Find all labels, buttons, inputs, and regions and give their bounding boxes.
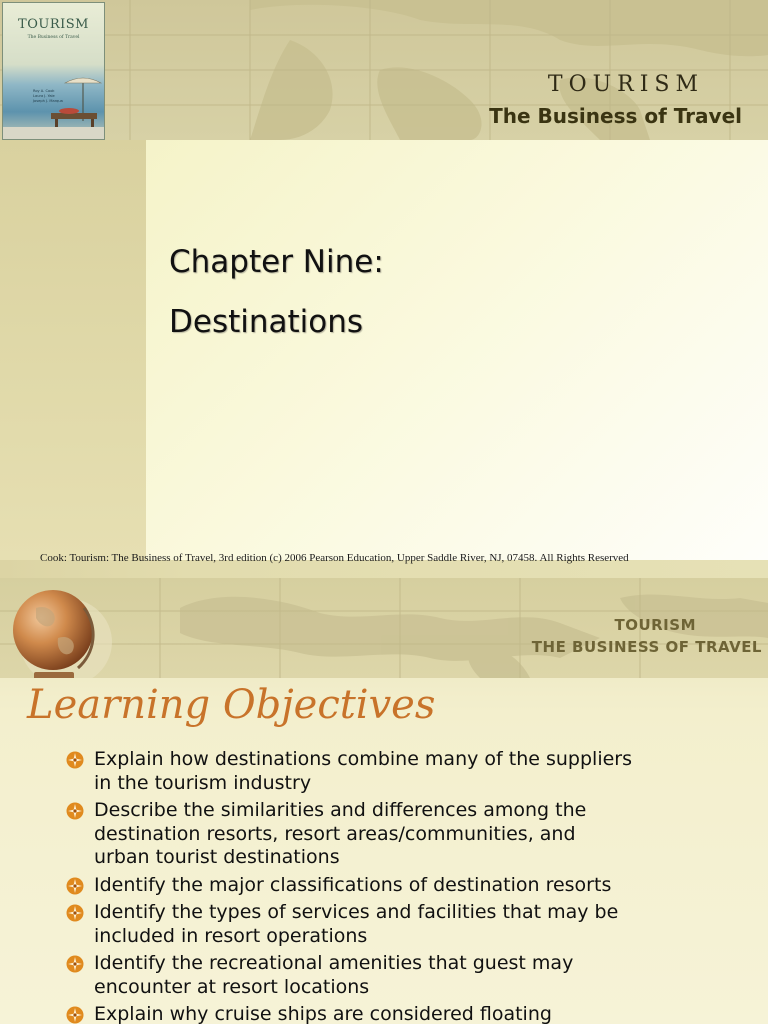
objectives-list [66, 748, 736, 1024]
content-panel [146, 140, 768, 560]
beach-chair-illustration [3, 71, 104, 140]
copyright-footer: Cook: Tourism: The Business of Travel, 3rd edition (c) 2006 Pearson Education, Upper Saddle River, NJ, 07458. All Rights Reserved [40, 552, 629, 564]
book-cover-authors: Roy A. Cook Laura J. Yale Joseph J. Marqua [33, 89, 63, 103]
list-item: Identify the recreational amenities that guest may encounter at resort locations [66, 952, 736, 999]
brand-subtitle: The Business of Travel [489, 104, 742, 128]
compass-bullet-icon [66, 904, 84, 922]
book-cover-title: TOURISM [18, 17, 89, 32]
book-cover [2, 2, 105, 140]
compass-bullet-icon [66, 751, 84, 769]
compass-bullet-icon [66, 955, 84, 973]
list-item: Explain how destinations combine many of the suppliers in the tourism industry [66, 748, 736, 795]
compass-bullet-icon [66, 802, 84, 820]
brand-title: TOURISM [547, 72, 704, 97]
slide-title-heading: Learning Objectives [27, 682, 436, 728]
list-item: Identify the major classifications of destination resorts [66, 874, 736, 898]
compass-bullet-icon [66, 1006, 84, 1024]
chapter-heading: Chapter Nine: [169, 244, 384, 280]
list-item: Explain why cruise ships are considered floating [66, 1003, 736, 1024]
slide-learning-objectives [0, 578, 768, 1024]
chapter-title: Destinations [169, 304, 364, 340]
left-decorative-band [0, 140, 146, 560]
book-cover-subtitle: The Business of Travel [27, 35, 80, 40]
banner-brand-subtitle: THE BUSINESS OF TRAVEL [531, 638, 762, 656]
slide-header [0, 0, 768, 141]
banner-brand-title: TOURISM [614, 616, 696, 634]
compass-bullet-icon [66, 877, 84, 895]
list-item: Describe the similarities and differences among the destination resorts, resort areas/communities, and urban tourist destinations [66, 799, 736, 870]
slide-banner [0, 578, 768, 678]
globe-icon [6, 580, 116, 678]
list-item: Identify the types of services and facilities that may be included in resort operations [66, 901, 736, 948]
